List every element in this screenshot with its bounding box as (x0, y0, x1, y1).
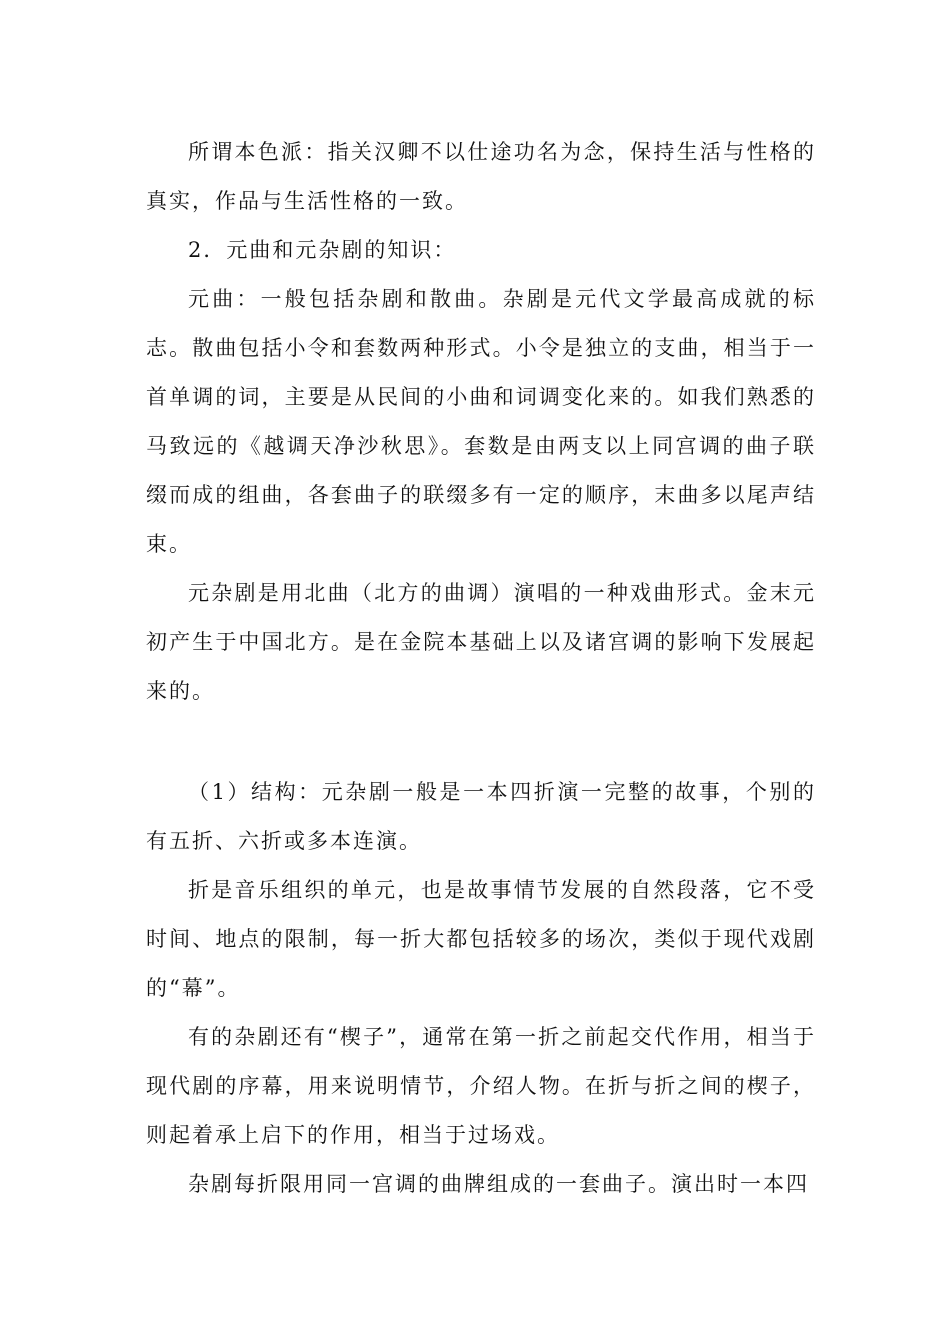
document-body (146, 128, 816, 1209)
paragraph-zhe: 折是音乐组织的单元，也是故事情节发展的自然段落，它不受时间、地点的限制，每一折大都包括较多的场次，类似于现代戏剧的“幕”。 (146, 878, 816, 1000)
paragraph-zaju-intro: 元杂剧是用北曲（北方的曲调）演唱的一种戏曲形式。金末元初产生于中国北方。是在金院本基础上以及诸宫调的影响下发展起来的。 (146, 581, 816, 703)
paragraph-structure: （1）结构：元杂剧一般是一本四折演一完整的故事，个别的有五折、六折或多本连演。 (146, 780, 816, 853)
paragraph-xiezi: 有的杂剧还有“楔子”，通常在第一折之前起交代作用，相当于现代剧的序幕，用来说明情节，介绍人物。在折与折之间的楔子，则起着承上启下的作用，相当于过场戏。 (146, 1025, 816, 1147)
paragraph-bense-pai: 所谓本色派：指关汉卿不以仕途功名为念，保持生活与性格的真实，作品与生活性格的一致。 (146, 140, 816, 213)
section-heading-yuanqu: 2．元曲和元杂剧的知识： (188, 238, 457, 262)
paragraph-spacer (146, 716, 816, 768)
paragraph-gongdiao: 杂剧每折限用同一宫调的曲牌组成的一套曲子。演出时一本四 (188, 1172, 809, 1196)
paragraph-yuanqu: 元曲：一般包括杂剧和散曲。杂剧是元代文学最高成就的标志。散曲包括小令和套数两种形式。小令是独立的支曲，相当于一首单调的词，主要是从民间的小曲和词调变化来的。如我们熟悉的马致远的《越调天净沙秋思》。套数是由两支以上同宫调的曲子联缀而成的组曲，各套曲子的联缀多有一定的顺序，末曲多以尾声结束。 (146, 287, 816, 556)
